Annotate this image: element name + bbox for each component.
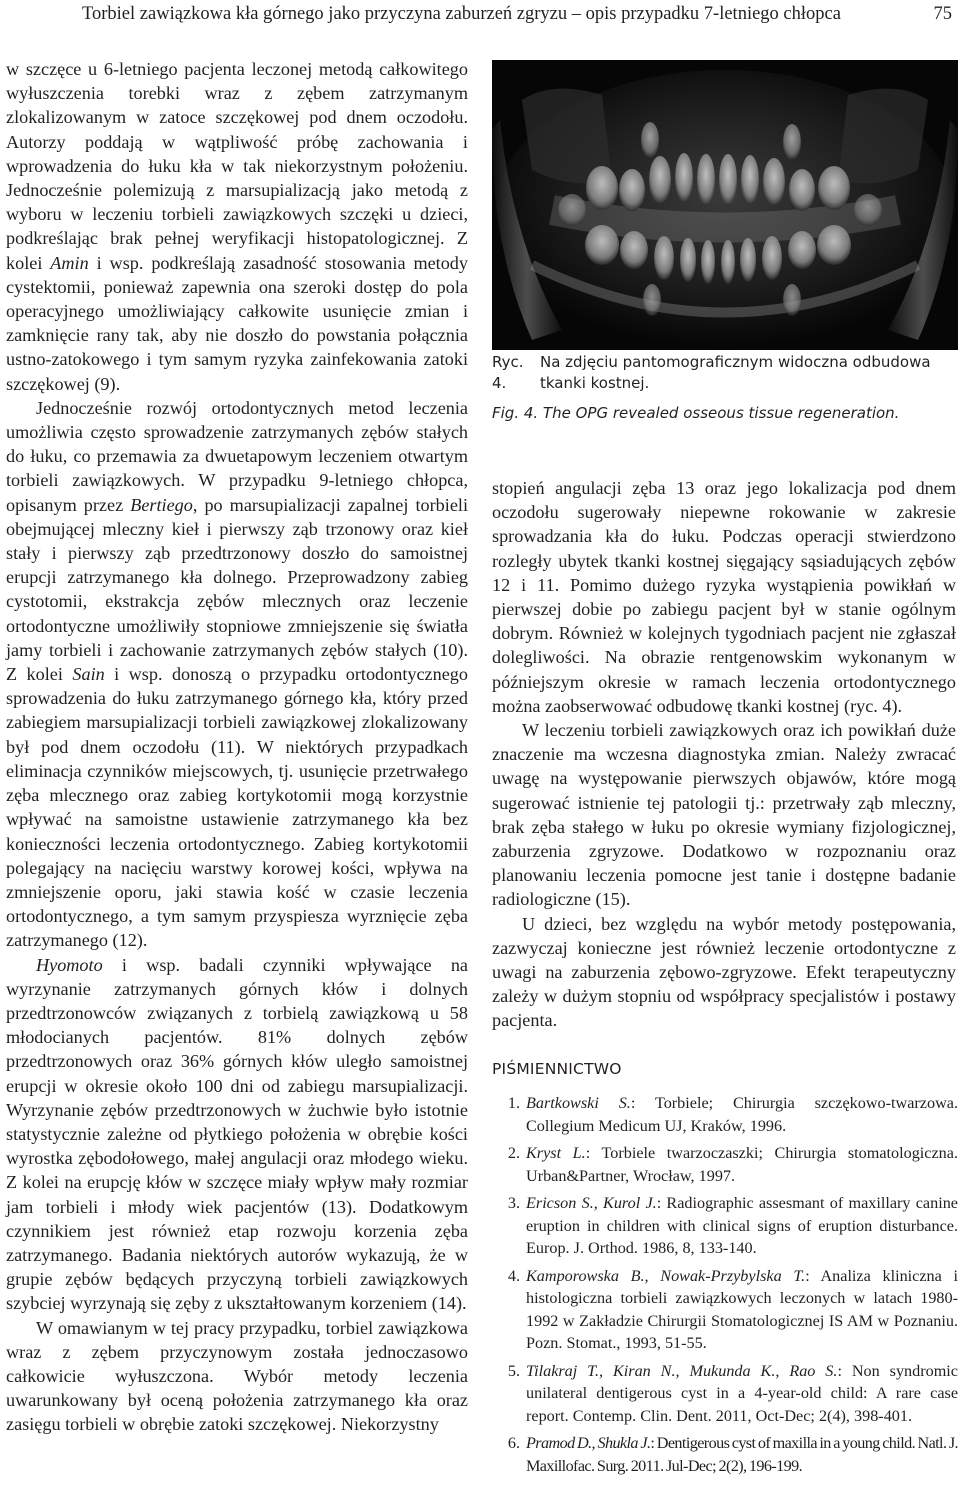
reference-item: 4. Kamporowska B., Nowak-Przybylska T.: Analiza kliniczna i histologiczna torbieli zawiązkowych leczonych w latach 1980-1992 w Zakładzie Chirurgii Stomatologicznej IS AM w Poznaniu. Pozn. Stomat., 1993, 51-55.: [507, 1266, 958, 1352]
right-column: [492, 476, 956, 1033]
panoramic-xray-image: [492, 60, 958, 350]
paragraph: W omawianym w tej pracy przypadku, torbiel zawiązkowa wraz z zębem przyczynowym została jednoczasowo całkowicie wyłuszczona. Wybór metody leczenia uwarunkowany był oceną położenia zatrzymanego kła oraz zasięgu torbieli w obrębie zatoki szczękowej. Niekorzystny: [6, 1317, 468, 1435]
reference-item: 3. Ericson S., Kurol J.: Radiographic assesmant of maxillary canine eruption in children with clinical signs of eruption disturbance. Europ. J. Orthod. 1986, 8, 133-140.: [507, 1194, 958, 1257]
left-column: [6, 57, 468, 1437]
reference-item: 2. Kryst L.: Torbiele twarzoczaszki; Chirurgia stomatologiczna. Urban&Partner, Wrocław, 1997.: [507, 1144, 958, 1185]
references-list: [492, 1092, 958, 1482]
paragraph: Hyomoto i wsp. badali czynniki wpływające na wyrzynanie zatrzymanych górnych kłów i dolnych przedtrzonowców związanych z torbielą zawiązkową u 58 młodocianych pacjentów. 81% dolnych zębów przedtrzonowych oraz 36% górnych kłów uległo samoistnej erupcji w okresie około 100 dni od zabiegu marsupializacji. Wyrzynanie zębów przedtrzonowych w żuchwie było istotnie statystycznie zależne od płytkiego położenia w obrębie kości wyrostka zębodołowego, małej angulacji oraz młodego wieku. Z kolei na erupcję kłów w szczęce miały wpływ mały rozmiar jam torbieli i młody wiek pacjentów (13). Dodatkowym czynnikiem jest również etap rozwoju korzenia zęba zatrzymanego. Badania niektórych autorów wykazują, że w grupie zębów będących przyczyną torbieli zawiązkowych szybciej wyrzynają się zęby z ukształtowanym korzeniem (14).: [6, 954, 468, 1314]
reference-item: 6. Pramod D., Shukla J.: Dentigerous cyst of maxilla in a young child. Natl. J. Maxillofac. Surg. 2011. Jul-Dec; 2(2), 196-199.: [507, 1434, 959, 1475]
references-heading: PIŚMIENNICTWO: [492, 1060, 622, 1078]
paragraph: W leczeniu torbieli zawiązkowych oraz ich powikłań duże znaczenie ma wczesna diagnostyka zmian. Należy zwracać uwagę na występowanie pierwszych objawów, które mogą sugerować istnienie tej patologii tj.: przetrwały ząb mleczny, brak zęba stałego w łuku po okresie wymiany fizjologicznej, zaburzenia zgryzowe. Dodatkowo w rozpoznaniu oraz planowaniu leczenia pomocne jest tanie i dostępne badanie radiologiczne (15).: [492, 720, 956, 910]
page-number: 75: [933, 4, 952, 24]
paragraph: U dzieci, bez względu na wybór metody postępowania, zazwyczaj konieczne jest również leczenie ortodontyczne z uwagi na zaburzenia zębowo-zgryzowe. Efekt terapeutyczny zależy w dużym stopniu od współpracy specjalistów i postawy pacjenta.: [492, 913, 956, 1031]
figure-caption: [492, 352, 958, 424]
paragraph: Jednocześnie rozwój ortodontycznych metod leczenia umożliwia często sprowadzenie zatrzymanych zębów stałych do łuku, co przemawia za dwuetapowym leczeniem otwartym torbieli zawiązkowych. W przypadku 9-letniego chłopca, opisanym przez Bertiego, po marsupializacji zapalnej torbieli obejmującej mleczny kieł i pierwszy ząb trzonowy oraz kieł stały i pierwszy ząb przedtrzonowy doszło do samoistnej erupcji zatrzymanego kła dolnego. Przeprowadzony zabieg cystotomii, ekstrakcja zębów mlecznych oraz leczenie ortodontyczne umożliwiły stopniowe zmniejszenie się światła jamy torbieli i zachowanie zatrzymanych zębów stałych (10). Z kolei Sain i wsp. donoszą o przypadku ortodontycznego sprowadzenia do łuku zatrzymanego górnego kła, który przed zabiegiem marsupializacji torbieli zawiązkowej zlokalizowany był pod dnem oczodołu (11). W niektórych przypadkach eliminacja czynników miejscowych, tj. usunięcie przetrwałego zęba mlecznego oraz zabieg kortykotomii mogą korzystnie wpływać na samoistne ustawienie zatrzymanego kła bez konieczności leczenia ortodontycznego. Zabieg kortykotomii polegający na nacięciu warstwy korowej kości, wpływa na zmniejszenie oporu, jaki stawia kość w czasie leczenia ortodontycznego, a tym samym przyspiesza wyrznięcie zęba zatrzymanego (12).: [6, 397, 468, 951]
paragraph: stopień angulacji zęba 13 oraz jego lokalizacja pod dnem oczodołu sugerowały niepewne rokowanie w zakresie sprowadzania kła do łuku. Podczas operacji stwierdzono rozległy ubytek tkanki kostnej sięgający sąsiadujących zębów 12 i 11. Pomimo dużego ryzyka wystąpienia powikłań w pierwszej dobie po zabiegu pacjent był w stanie ogólnym dobrym. Również w kolejnych tygodniach pacjent nie zgłaszał dolegliwości. Na obrazie rentgenowskim wykonanym w późniejszym okresie w ramach leczenia ortodontycznego można zaobserwować odbudowę tkanki kostnej (ryc. 4).: [492, 478, 956, 716]
caption-polish: Na zdjęciu pantomograficznym widoczna odbudowa tkanki kostnej.: [540, 353, 931, 392]
caption-english: Fig. 4. The OPG revealed osseous tissue regeneration.: [492, 404, 900, 422]
reference-item: 5. Tilakraj T., Kiran N., Mukunda K., Rao S.: Non syndromic unilateral dentigerous cyst in a 4-year-old child: A rare case report. Contemp. Clin. Dent. 2011, Oct-Dec; 2(4), 398-401.: [507, 1361, 958, 1425]
figure-label: Ryc. 4.: [492, 353, 524, 392]
running-header: [6, 2, 956, 30]
reference-item: 1. Bartkowski S.: Torbiele; Chirurgia szczękowo-twarzowa. Collegium Medicum UJ, Kraków, 1996.: [507, 1094, 958, 1135]
paragraph: w szczęce u 6-letniego pacjenta leczonej metodą całkowitego wyłuszczenia torebki wraz z zębem zatrzymanym zlokalizowanym w zatoce szczękowej pod dnem oczodołu. Autorzy poddają w wątpliwość próbę zachowania i wprowadzenia do łuku kła w tak niekorzystnym położeniu. Jednocześnie polemizują z marsupializacją jako metodą z wyboru w leczeniu torbieli zawiązkowych szczęki u dzieci, podkreślając brak pełnej weryfikacji histopatologicznej. Z kolei Amin i wsp. podkreślają zasadność stosowania metody cystektomii, ponieważ zapewnia ona szeroki dostęp do pola operacyjnego umożliwiający całkowite usunięcie zmian i zamknięcie rany tak, aby nie doszło do powstania połącznia ustno-zatokowego i tym samym ryzyka zainfekowania zatoki szczękowej (9).: [6, 59, 468, 394]
running-title: Torbiel zawiązkowa kła górnego jako przyczyna zaburzeń zgryzu – opis przypadku 7-letniego chłopca: [82, 4, 841, 24]
